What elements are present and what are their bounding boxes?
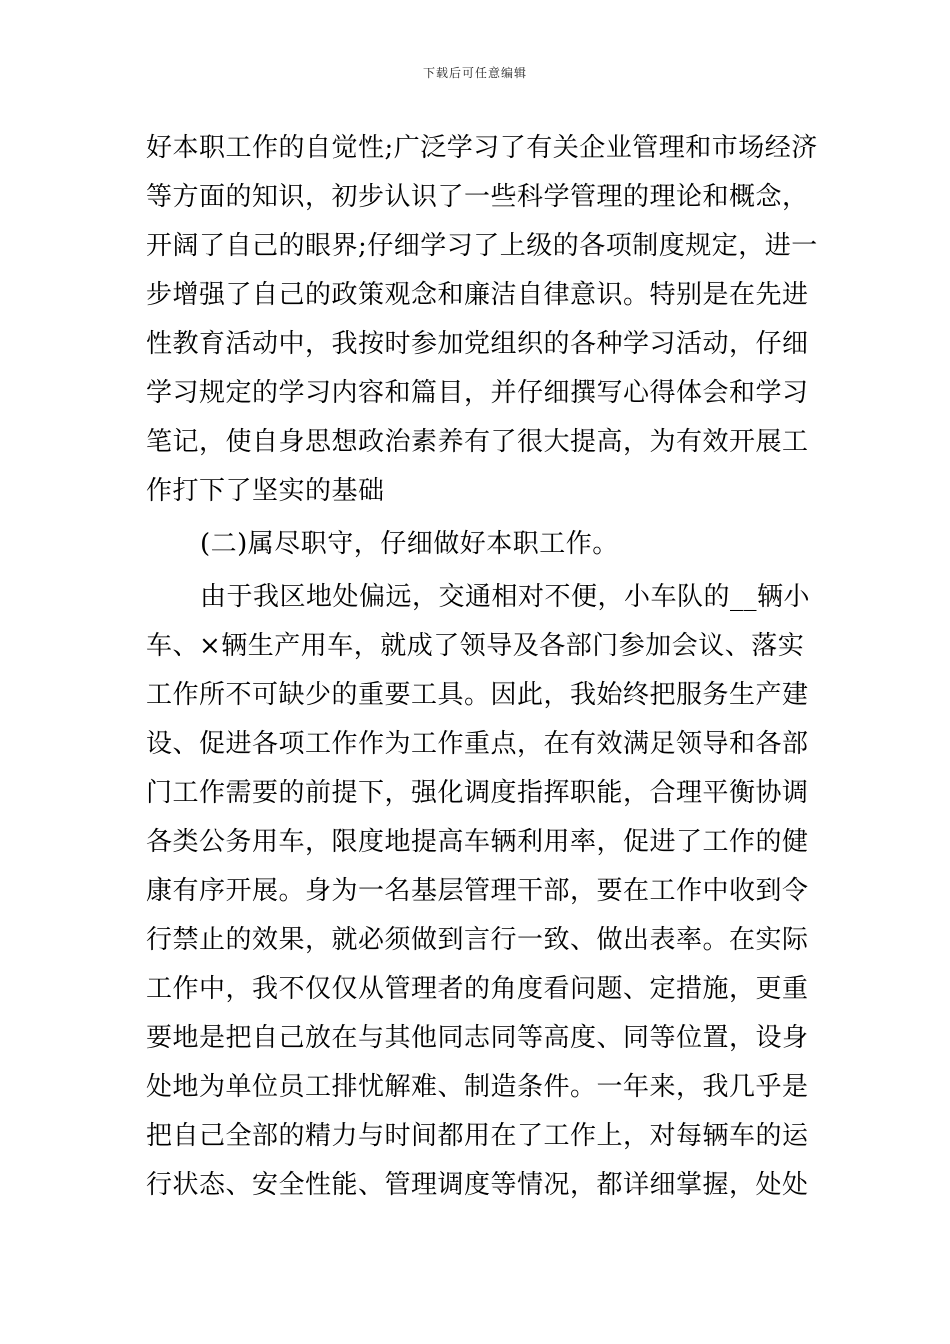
text-line: 车、×辆生产用车，就成了领导及各部门参加会议、落实 [146,631,805,661]
text-line: 设、促进各项工作作为工作重点，在有效满足领导和各部 [146,729,809,759]
text-line: 门工作需要的前提下，强化调度指挥职能，合理平衡协调 [146,778,809,808]
text-line: 等方面的知识，初步认识了一些科学管理的理论和概念， [146,182,809,212]
section-heading: (二)属尽职守，仔细做好本职工作。 [200,529,619,559]
document-body [146,124,818,1210]
text-line: 康有序开展。身为一名基层管理干部，要在工作中收到令 [146,876,809,906]
text-line: 行禁止的效果，就必须做到言行一致、做出表率。在实际 [146,925,809,955]
text-line: 学习规定的学习内容和篇目，并仔细撰写心得体会和学习 [146,378,809,408]
text-line: 要地是把自己放在与其他同志同等高度、同等位置，设身 [146,1023,809,1053]
text-line: 由于我区地处偏远，交通相对不便，小车队的__辆小 [200,582,811,612]
text-line: 作打下了坚实的基础 [146,476,385,506]
text-line: 好本职工作的自觉性;广泛学习了有关企业管理和市场经济 [146,133,818,163]
text-line: 步增强了自己的政策观念和廉洁自律意识。特别是在先进 [146,280,809,310]
text-line: 工作所不可缺少的重要工具。因此，我始终把服务生产建 [146,680,809,710]
text-line: 处地为单位员工排忧解难、制造条件。一年来，我几乎是 [146,1072,809,1102]
page-header-note: 下载后可任意编辑 [422,66,527,80]
text-line: 把自己全部的精力与时间都用在了工作上，对每辆车的运 [146,1121,809,1151]
text-line: 开阔了自己的眼界;仔细学习了上级的各项制度规定，进一 [146,231,818,261]
text-line: 工作中，我不仅仅从管理者的角度看问题、定措施，更重 [146,974,809,1004]
text-line: 性教育活动中，我按时参加党组织的各种学习活动，仔细 [146,329,809,359]
text-line: 各类公务用车，限度地提高车辆利用率，促进了工作的健 [146,827,809,857]
text-line: 笔记，使自身思想政治素养有了很大提高，为有效开展工 [146,427,809,457]
text-line: 行状态、安全性能、管理调度等情况，都详细掌握，处处 [146,1170,809,1200]
